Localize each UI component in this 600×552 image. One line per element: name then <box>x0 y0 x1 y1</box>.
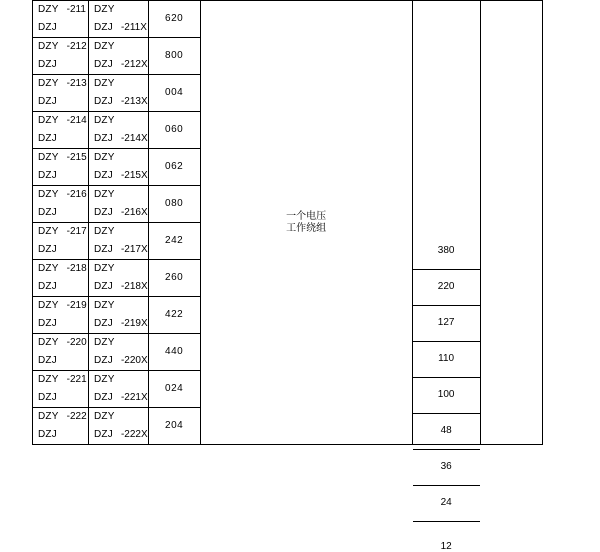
model-cell <box>33 371 89 408</box>
model-x-prefix-top: DZY <box>94 300 115 312</box>
model-suffix: -222 <box>67 411 87 423</box>
model-x-prefix-bottom: DZJ <box>94 392 113 404</box>
model-x-cell <box>89 297 149 334</box>
model-prefix-bottom: DZJ <box>38 244 57 256</box>
model-prefix-top: DZY <box>38 4 59 16</box>
model-x-prefix-bottom: DZJ <box>94 318 113 330</box>
model-cell <box>33 75 89 112</box>
model-x-suffix: -217X <box>121 244 148 256</box>
specification-table <box>32 0 543 445</box>
model-prefix-bottom: DZJ <box>38 96 57 108</box>
model-prefix-bottom: DZJ <box>38 318 57 330</box>
resistance-value: 380 <box>413 245 480 257</box>
model-prefix-bottom: DZJ <box>38 392 57 404</box>
resistance-value: 24 <box>413 497 480 509</box>
code-cell: 060 <box>148 112 200 149</box>
model-x-prefix-top: DZY <box>94 226 115 238</box>
code-cell: 024 <box>148 371 200 408</box>
code-cell: 620 <box>148 1 200 38</box>
resistance-value: 36 <box>413 461 480 473</box>
model-prefix-bottom: DZJ <box>38 59 57 71</box>
model-x-suffix: -216X <box>121 207 148 219</box>
model-suffix: -221 <box>67 374 87 386</box>
model-x-cell <box>89 186 149 223</box>
model-suffix: -220 <box>67 337 87 349</box>
model-cell <box>33 297 89 334</box>
model-x-prefix-bottom: DZJ <box>94 429 113 441</box>
model-x-suffix: -213X <box>121 96 148 108</box>
code-cell: 004 <box>148 75 200 112</box>
model-x-prefix-bottom: DZJ <box>94 170 113 182</box>
code-cell: 062 <box>148 149 200 186</box>
model-cell <box>33 223 89 260</box>
model-prefix-top: DZY <box>38 152 59 164</box>
model-x-suffix: -214X <box>121 133 148 145</box>
model-x-prefix-bottom: DZJ <box>94 22 113 34</box>
code-cell: 242 <box>148 223 200 260</box>
model-x-prefix-top: DZY <box>94 4 115 16</box>
model-x-prefix-top: DZY <box>94 189 115 201</box>
model-suffix: -217 <box>67 226 87 238</box>
model-cell <box>33 112 89 149</box>
model-x-cell <box>89 38 149 75</box>
model-cell <box>33 260 89 297</box>
code-cell: 080 <box>148 186 200 223</box>
model-prefix-bottom: DZJ <box>38 429 57 441</box>
model-x-cell <box>89 1 149 38</box>
model-prefix-top: DZY <box>38 41 59 53</box>
model-x-suffix: -220X <box>121 355 148 367</box>
model-suffix: -211 <box>67 4 86 16</box>
model-x-suffix: -211X <box>121 22 147 34</box>
model-x-prefix-bottom: DZJ <box>94 96 113 108</box>
model-prefix-bottom: DZJ <box>38 22 57 34</box>
model-x-prefix-top: DZY <box>94 78 115 90</box>
model-x-cell <box>89 223 149 260</box>
resistance-value: 48 <box>413 425 480 437</box>
model-x-cell <box>89 371 149 408</box>
model-x-cell <box>89 408 149 445</box>
model-x-cell <box>89 260 149 297</box>
resistance-cell <box>412 1 480 445</box>
model-x-prefix-top: DZY <box>94 41 115 53</box>
resistance-value: 110 <box>413 353 480 365</box>
blank-cell <box>480 1 542 445</box>
model-x-prefix-bottom: DZJ <box>94 133 113 145</box>
model-x-prefix-top: DZY <box>94 411 115 423</box>
model-x-prefix-bottom: DZJ <box>94 355 113 367</box>
model-suffix: -213 <box>67 78 87 90</box>
code-cell: 260 <box>148 260 200 297</box>
table-row <box>33 1 543 38</box>
model-x-prefix-bottom: DZJ <box>94 207 113 219</box>
model-x-prefix-top: DZY <box>94 263 115 275</box>
model-prefix-top: DZY <box>38 78 59 90</box>
model-x-prefix-top: DZY <box>94 374 115 386</box>
code-cell: 800 <box>148 38 200 75</box>
model-prefix-bottom: DZJ <box>38 281 57 293</box>
model-prefix-bottom: DZJ <box>38 207 57 219</box>
model-x-suffix: -212X <box>121 59 148 71</box>
model-x-suffix: -221X <box>121 392 148 404</box>
model-x-cell <box>89 334 149 371</box>
model-x-prefix-top: DZY <box>94 115 115 127</box>
model-x-prefix-top: DZY <box>94 152 115 164</box>
model-suffix: -212 <box>67 41 87 53</box>
model-suffix: -219 <box>67 300 87 312</box>
resistance-value: 12 <box>413 541 480 552</box>
model-prefix-bottom: DZJ <box>38 170 57 182</box>
model-cell <box>33 186 89 223</box>
model-suffix: -216 <box>67 189 87 201</box>
model-prefix-top: DZY <box>38 337 59 349</box>
model-x-suffix: -215X <box>121 170 148 182</box>
model-prefix-top: DZY <box>38 263 59 275</box>
model-x-prefix-top: DZY <box>94 337 115 349</box>
winding-note-cell <box>200 1 412 445</box>
model-suffix: -218 <box>67 263 87 275</box>
model-cell <box>33 1 89 38</box>
model-prefix-bottom: DZJ <box>38 133 57 145</box>
model-cell <box>33 149 89 186</box>
winding-note-line1: 一个电压 <box>201 211 412 223</box>
model-x-suffix: -222X <box>121 429 148 441</box>
model-prefix-top: DZY <box>38 374 59 386</box>
model-prefix-top: DZY <box>38 115 59 127</box>
model-x-prefix-bottom: DZJ <box>94 59 113 71</box>
code-cell: 422 <box>148 297 200 334</box>
model-x-suffix: -219X <box>121 318 148 330</box>
resistance-value: 220 <box>413 281 480 293</box>
model-x-cell <box>89 149 149 186</box>
resistance-value: 127 <box>413 317 480 329</box>
model-cell <box>33 408 89 445</box>
model-suffix: -215 <box>67 152 87 164</box>
model-cell <box>33 38 89 75</box>
model-x-cell <box>89 75 149 112</box>
model-prefix-bottom: DZJ <box>38 355 57 367</box>
model-x-suffix: -218X <box>121 281 148 293</box>
model-prefix-top: DZY <box>38 300 59 312</box>
code-cell: 440 <box>148 334 200 371</box>
model-prefix-top: DZY <box>38 226 59 238</box>
model-x-cell <box>89 112 149 149</box>
winding-note-line2: 工作绕组 <box>201 223 412 235</box>
model-x-prefix-bottom: DZJ <box>94 281 113 293</box>
model-prefix-top: DZY <box>38 189 59 201</box>
model-prefix-top: DZY <box>38 411 59 423</box>
code-cell: 204 <box>148 408 200 445</box>
model-x-prefix-bottom: DZJ <box>94 244 113 256</box>
model-cell <box>33 334 89 371</box>
model-suffix: -214 <box>67 115 87 127</box>
resistance-value: 100 <box>413 389 480 401</box>
